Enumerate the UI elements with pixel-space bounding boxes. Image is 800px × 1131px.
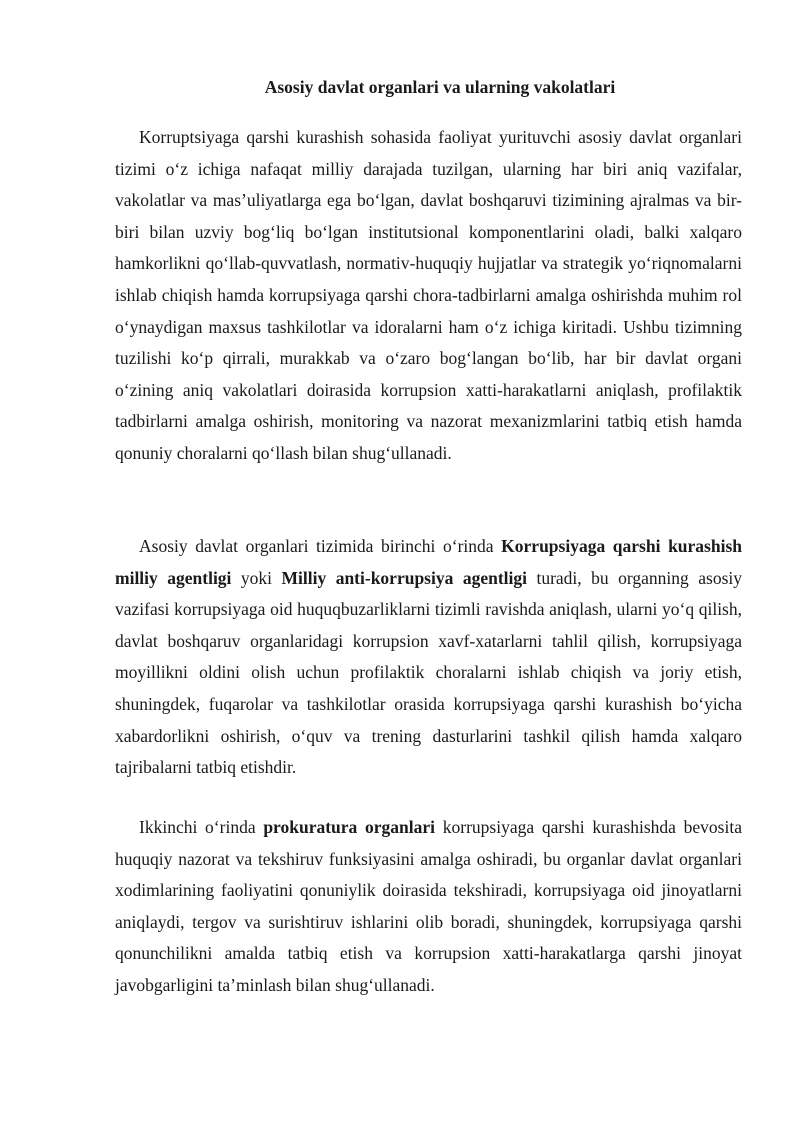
bold-term-prosecution: prokuratura organlari (263, 817, 436, 837)
page-title: Asosiy davlat organlari va ularning vakolatlari (264, 77, 616, 97)
paragraph-text: turadi, bu organning asosiy vazifasi korrupsiyaga oid huquqbuzarliklarni tizimli ravishda aniqlash, ularni yoʻq qilish, davlat boshqaruv organlaridagi korrupsion xavf-xatarlarni tahlil qilish, korrupsiyaga moyillikni oldini olish uchun profilaktik choralarni ishlab chiqish va joriy etish, shuningdek, fuqarolar va tashkilotlar orasida korrupsiyaga qarshi kurashish boʻyicha xabardorlikni oshirish, oʻquv va trening dasturlarini tashkil qilish hamda xalqaro tajribalarni tatbiq etishdir. (115, 567, 742, 778)
paragraph-intro: Korruptsiyaga qarshi kurashish sohasida faoliyat yurituvchi asosiy davlat organlari tizimi oʻz ichiga nafaqat milliy darajada tuzilgan, ularning har biri aniq vazifalar, vakolatlar va masʼuliyatlarga ega boʻlgan, davlat boshqaruvi tizimining ajralmas va bir-biri bilan uzviy bogʻliq boʻlgan institutsional komponentlarini oladi, balki xalqaro hamkorlikni qoʻllab-quvvatlash, normativ-huquqiy hujjatlar va strategik yoʻriqnomalarni ishlab chiqish hamda korrupsiyaga qarshi chora-tadbirlarni amalga oshirishda muhim rol oʻynaydigan maxsus tashkilotlar va idoralarni ham oʻz ichiga kiritadi. Ushbu tizimning tuzilishi koʻp qirrali, murakkab va oʻzaro bogʻlangan boʻlib, har bir davlat organi oʻzining aniq vakolatlari doirasida korrupsion xatti-harakatlarni aniqlash, profilaktik tadbirlarni amalga oshirish, monitoring va nazorat mexanizmlarini tatbiq etish hamda qonuniy choralarni qoʻllash bilan shugʻullanadi. (115, 127, 742, 463)
bold-term-agency: Korrupsiyaga qarshi kurashish milliy agentligi (115, 536, 742, 588)
paragraph-text: yoki (231, 567, 282, 588)
paragraph-text: Asosiy davlat organlari tizimida birinchi oʻrinda (139, 536, 502, 556)
paragraph-text: Ikkinchi oʻrinda (139, 817, 264, 837)
paragraph-prosecution (115, 812, 742, 1002)
paragraph-national-agency (115, 531, 742, 784)
paragraph-text: korrupsiyaga qarshi kurashishda bevosita huquqiy nazorat va tekshiruv funksiyasini amalga oshiradi, bu organlar davlat organlari xodimlarining faoliyatini qonuniylik doirasida tekshiradi, korrupsiyaga oid jinoyatlarni aniqlaydi, tergov va surishtiruv ishlarini olib boradi, shuningdek, korrupsiyaga qarshi qonunchilikni amalda tatbiq etish va korrupsion xatti-harakatlarga qarshi jinoyat javobgarligini taʼminlash bilan shugʻullanadi. (115, 817, 742, 995)
bold-term-anti-corruption-agency: Milliy anti-korrupsiya agentligi (281, 567, 527, 588)
